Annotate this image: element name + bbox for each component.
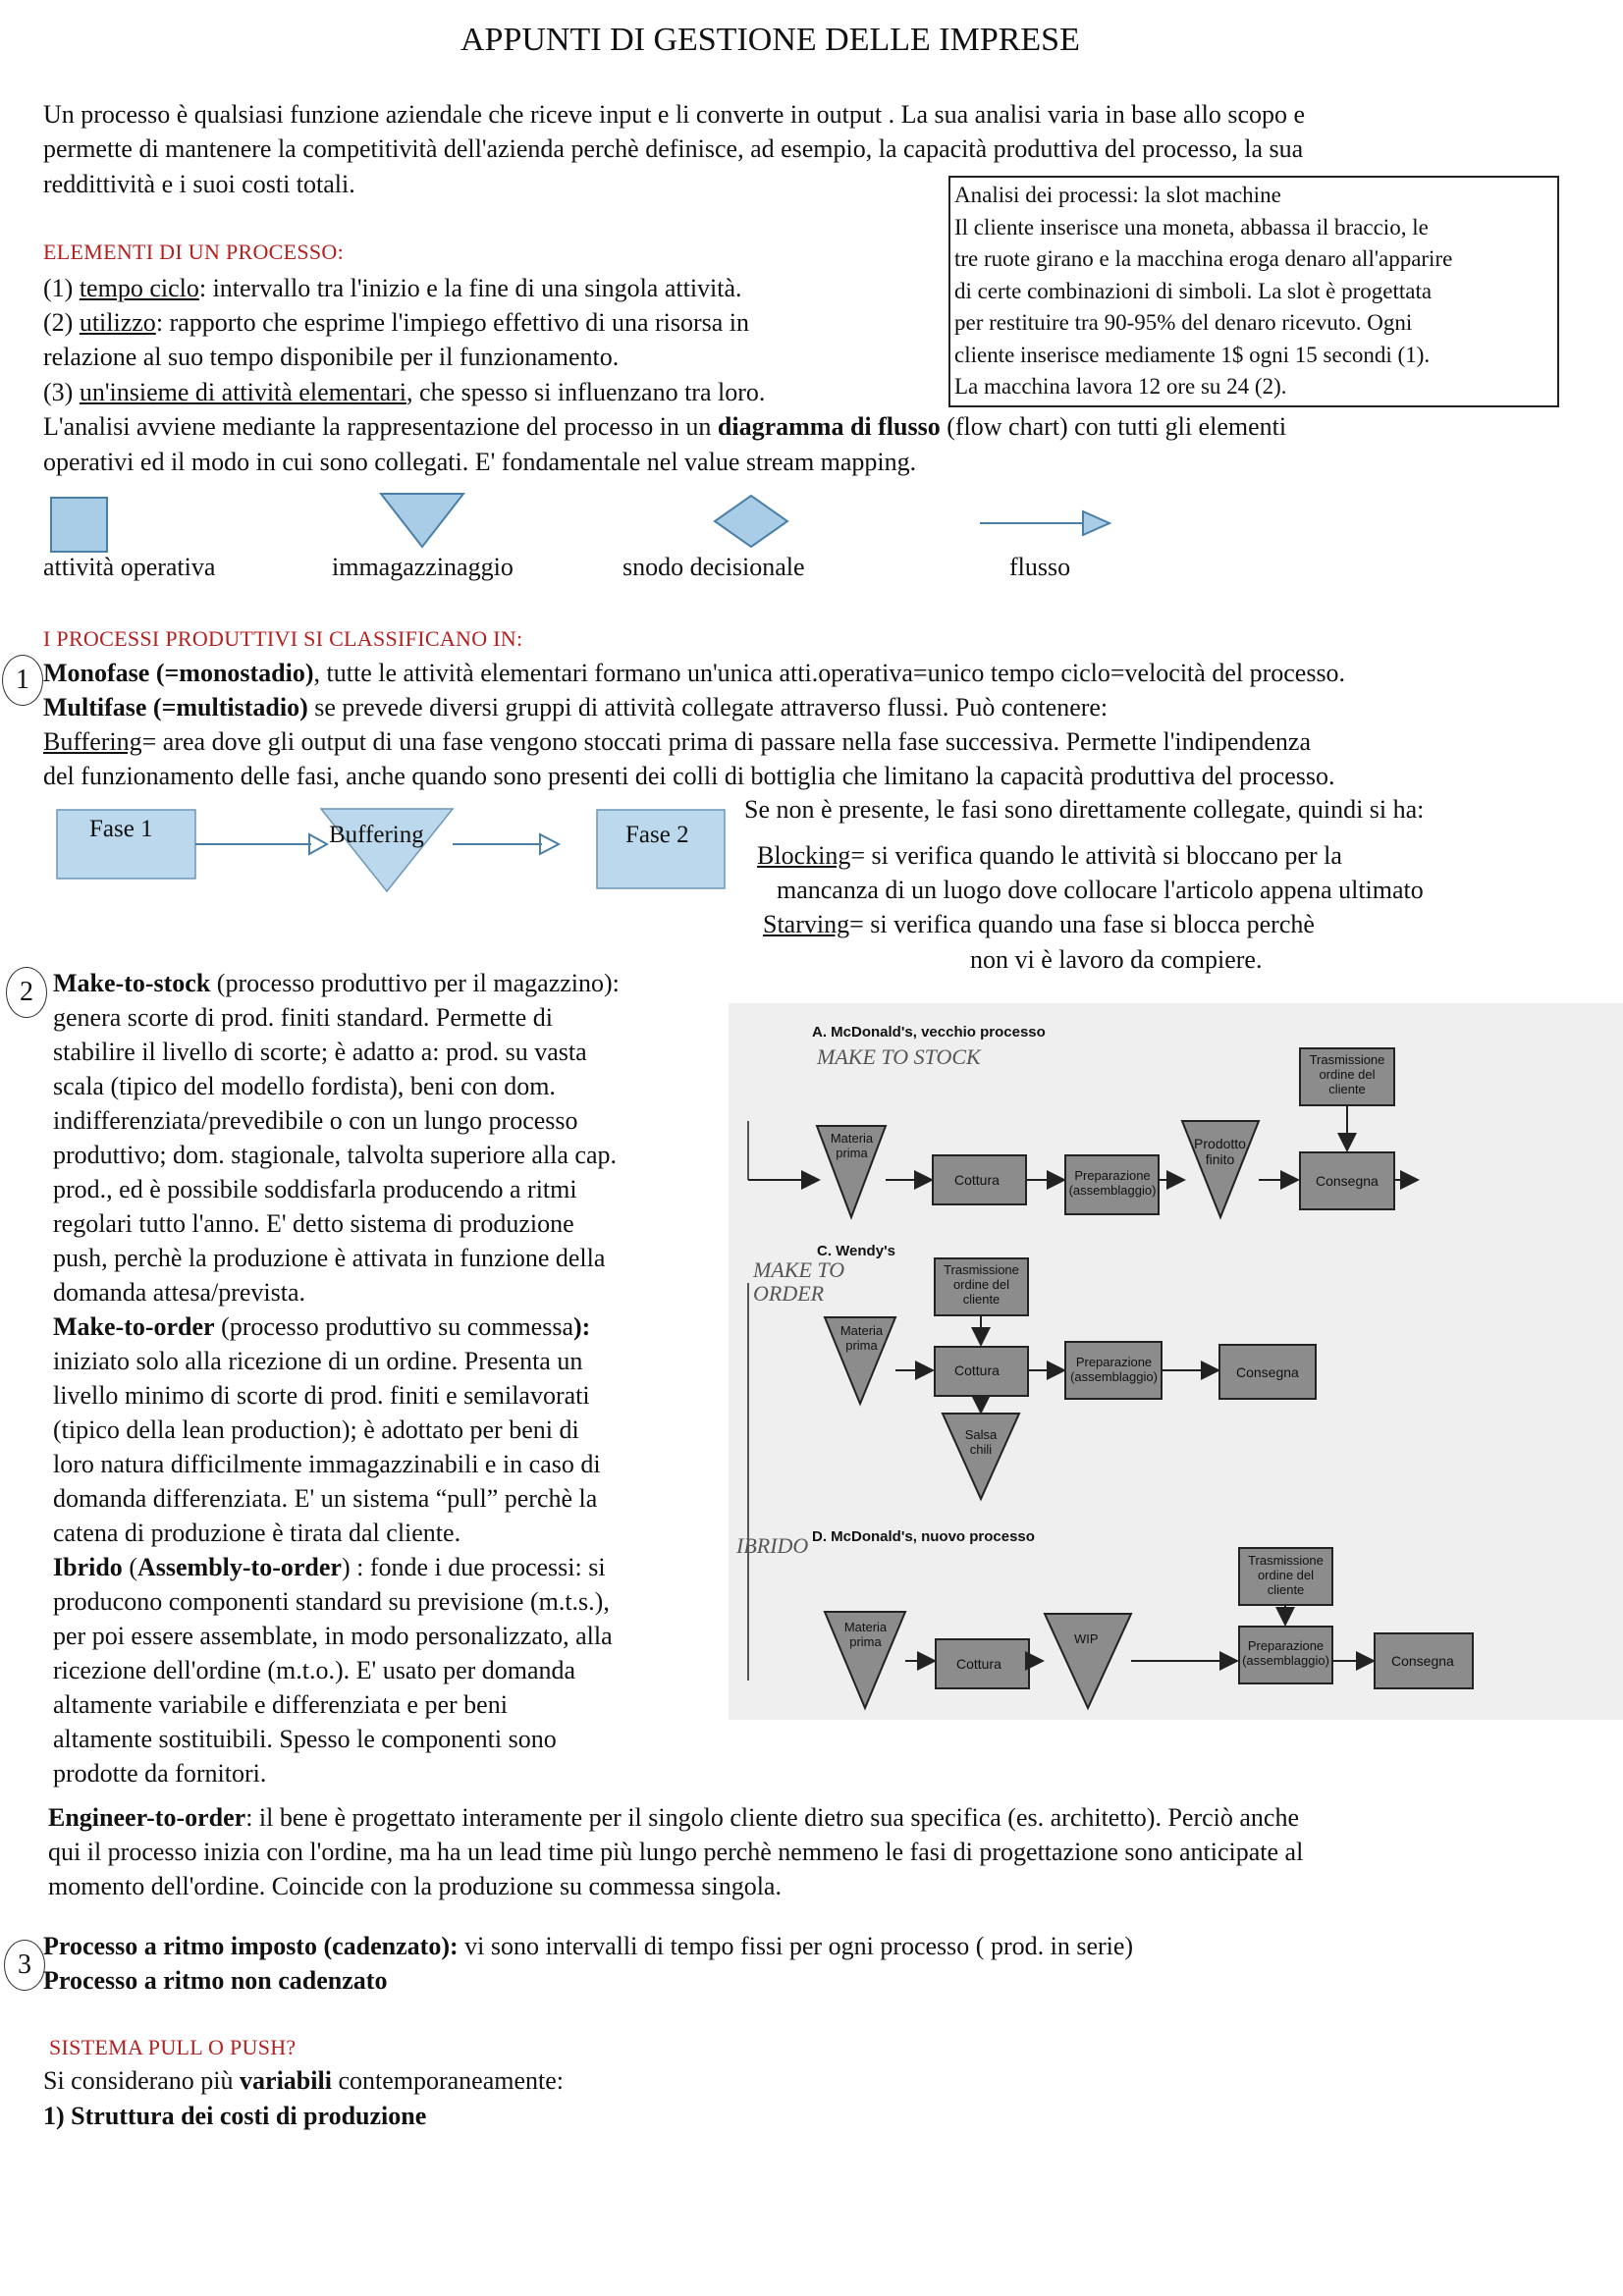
figure-c-handwritten: MAKE TO ORDER — [753, 1257, 845, 1306]
elementi-item-1: (1) tempo ciclo: intervallo tra l'inizio e la fine di una singola attività. — [43, 274, 742, 302]
mto-line: catena di produzione è tirata dal cliente. — [53, 1519, 461, 1547]
decision-diamond-icon — [715, 496, 787, 547]
analisi-line-1: L'analisi avviene mediante la rappresentazione del processo in un diagramma di flusso (flow chart) con tutti gli elementi — [43, 412, 1287, 441]
process-figure-svg — [729, 1003, 1623, 1720]
mts-line: genera scorte di prod. finiti standard. Permette di — [53, 1003, 554, 1032]
eto-line-3: momento dell'ordine. Coincide con la produzione su commessa singola. — [48, 1872, 782, 1900]
blocking-line: Blocking= si verifica quando le attività si bloccano per la — [757, 841, 1342, 870]
a-cottura-label: Cottura — [954, 1172, 1000, 1188]
symbol-label: snodo decisionale — [622, 553, 805, 581]
mto-line: iniziato solo alla ricezione di un ordine. Presenta un — [53, 1347, 583, 1375]
sidebox-line: per restituire tra 90-95% del denaro ricevuto. Ogni — [954, 310, 1413, 335]
pullpush-line-1: Si considerano più variabili contemporaneamente: — [43, 2066, 564, 2095]
a-consegna-label: Consegna — [1316, 1173, 1379, 1189]
starving-line-2: non vi è lavoro da compiere. — [970, 945, 1263, 974]
sidebox-line: cliente inserisce mediamente 1$ ogni 15 secondi (1). — [954, 342, 1431, 367]
figure-a-title: A. McDonald's, vecchio processo — [812, 1024, 1046, 1041]
phase-2-label: Fase 2 — [625, 822, 689, 848]
a-prep-label: Preparazione (assemblaggio) — [1068, 1168, 1157, 1198]
figure-c-title: C. Wendy's — [817, 1243, 895, 1259]
phase-buffer-diagram — [54, 805, 741, 895]
a-prodotto-label: Prodotto finito — [1194, 1136, 1246, 1167]
mts-line: push, perchè la produzione è attivata in funzione della — [53, 1244, 606, 1272]
section-number-3: 3 — [4, 1940, 45, 1991]
sidebox-line: di certe combinazioni di simboli. La slot è progettata — [954, 278, 1433, 303]
ritmo-imposto-line: Processo a ritmo imposto (cadenzato): vi sono intervalli di tempo fissi per ogni processo ( prod. in serie) — [43, 1932, 1134, 1960]
operative-activity-square-icon — [51, 498, 107, 552]
analisi-line-2: operativi ed il modo in cui sono collegati. E' fondamentale nel value stream mapping. — [43, 448, 917, 476]
elementi-item-3: (3) un'insieme di attività elementari, che spesso si influenzano tra loro. — [43, 378, 766, 406]
intro-line: reddittività e i suoi costi totali. — [43, 170, 355, 198]
figure-a-handwritten: MAKE TO STOCK — [817, 1044, 981, 1069]
mto-line: domanda differenziata. E' un sistema “pull” perchè la — [53, 1484, 598, 1513]
mts-heading: Make-to-stock (processo produttivo per il magazzino): — [53, 969, 620, 997]
c-salsa-label: Salsa chili — [964, 1427, 998, 1457]
d-consegna-label: Consegna — [1391, 1653, 1454, 1669]
ibrido-line: producono componenti standard su previsione (m.t.s.), — [53, 1587, 610, 1616]
section-heading-elementi: ELEMENTI DI UN PROCESSO: — [43, 240, 345, 264]
mto-line: loro natura difficilmente immagazzinabili e in caso di — [53, 1450, 601, 1478]
sidebox-line: Analisi dei processi: la slot machine — [954, 183, 1281, 207]
multifase-line: Multifase (=multistadio) se prevede diversi gruppi di attività collegate attraverso flussi. Può contenere: — [43, 693, 1109, 721]
d-trasm-label: Trasmissione ordine del cliente — [1248, 1553, 1324, 1597]
intro-line: permette di mantenere la competitività dell'azienda perchè definisce, ad esempio, la capacità produttiva del processo, la sua — [43, 134, 1304, 163]
a-materia-label: Materia prima — [830, 1131, 874, 1160]
elementi-item-2: (2) utilizzo: rapporto che esprime l'impiego effettivo di una risorsa in — [43, 308, 750, 337]
mto-line: livello minimo di scorte di prod. finiti e semilavorati — [53, 1381, 590, 1410]
ibrido-heading: Ibrido (Assembly-to-order) : fonde i due processi: si — [53, 1553, 606, 1581]
ibrido-line: altamente variabile e differenziata e per beni — [53, 1690, 508, 1719]
d-wip-triangle — [1045, 1614, 1131, 1708]
d-wip-label: WIP — [1074, 1631, 1099, 1646]
a-trasm-label: Trasmissione ordine del cliente — [1309, 1052, 1385, 1096]
c-cottura-label: Cottura — [954, 1362, 1000, 1378]
buffering-line: Buffering= area dove gli output di una fase vengono stoccati prima di passare nella fase successiva. Permette l'indipendenza — [43, 727, 1312, 756]
d-cottura-label: Cottura — [956, 1656, 1001, 1672]
mts-line: indifferenziata/prevedibile o con un lungo processo — [53, 1106, 578, 1135]
symbol-label: immagazzinaggio — [332, 553, 514, 581]
ritmo-non-cadenzato-line: Processo a ritmo non cadenzato — [43, 1966, 388, 1995]
eto-line-1: Engineer-to-order: il bene è progettato interamente per il singolo cliente dietro sua specifica (es. architetto). Perciò anche — [48, 1803, 1299, 1832]
storage-triangle-icon — [381, 494, 463, 547]
blocking-line-2: mancanza di un luogo dove collocare l'articolo appena ultimato — [777, 876, 1424, 904]
monofase-line: Monofase (=monostadio), tutte le attività elementari formano un'unica atti.operativa=unico tempo ciclo=velocità del processo. — [43, 659, 1346, 687]
mto-heading: Make-to-order (processo produttivo su commessa): — [53, 1312, 591, 1341]
mts-line: produttivo; dom. stagionale, talvolta superiore alla cap. — [53, 1141, 618, 1169]
section-number-2: 2 — [6, 967, 47, 1018]
mts-line: domanda attesa/prevista. — [53, 1278, 306, 1307]
pullpush-item-1: 1) Struttura dei costi di produzione — [43, 2102, 427, 2130]
section-heading-pullpush: SISTEMA PULL O PUSH? — [49, 2035, 297, 2059]
sidebox-line: Il cliente inserisce una moneta, abbassa il braccio, le — [954, 214, 1429, 240]
starving-line: Starving= si verifica quando una fase si blocca perchè — [763, 910, 1315, 938]
d-materia-label: Materia prima — [843, 1620, 888, 1649]
phase-1-label: Fase 1 — [89, 816, 153, 842]
buffering-line-2: del funzionamento delle fasi, anche quando sono presenti dei colli di bottiglia che limitano la capacità produttiva del processo. — [43, 762, 1335, 790]
figure-d-handwritten: IBRIDO — [736, 1533, 809, 1558]
mto-line: (tipico della lean production); è adottato per beni di — [53, 1415, 579, 1444]
figure-d-title: D. McDonald's, nuovo processo — [812, 1528, 1035, 1545]
page-title: APPUNTI DI GESTIONE DELLE IMPRESE — [460, 22, 1080, 58]
ibrido-line: ricezione dell'ordine (m.t.o.). E' usato per domanda — [53, 1656, 576, 1684]
mts-line: scala (tipico del modello fordista), beni con dom. — [53, 1072, 556, 1100]
c-trasm-label: Trasmissione ordine del cliente — [944, 1262, 1019, 1307]
process-comparison-figure — [729, 1003, 1623, 1720]
ibrido-line: altamente sostituibili. Spesso le componenti sono — [53, 1725, 557, 1753]
mts-line: regolari tutto l'anno. E' detto sistema di produzione — [53, 1209, 574, 1238]
elementi-item-2-cont: relazione al suo tempo disponibile per il funzionamento. — [43, 343, 620, 371]
ibrido-line: prodotte da fornitori. — [53, 1759, 267, 1788]
eto-line-2: qui il processo inizia con l'ordine, ma ha un lead time più lungo perchè nemmeno le fasi di progettazione sono anticipate al — [48, 1838, 1304, 1866]
c-prep-label: Preparazione (assemblaggio) — [1070, 1355, 1158, 1384]
section-number-1: 1 — [2, 655, 43, 706]
d-prep-label: Preparazione (assemblaggio) — [1242, 1638, 1329, 1668]
mts-line: prod., ed è possibile soddisfarla producendo a ritmi — [53, 1175, 577, 1203]
c-consegna-label: Consegna — [1236, 1364, 1299, 1380]
symbol-label: flusso — [1009, 553, 1071, 581]
mts-line: stabilire il livello di scorte; è adatto a: prod. su vasta — [53, 1038, 587, 1066]
sidebox-line: La macchina lavora 12 ore su 24 (2). — [954, 374, 1287, 399]
sidebox-line: tre ruote girano e la macchina eroga denaro all'apparire — [954, 246, 1453, 271]
c-materia-label: Materia prima — [839, 1323, 884, 1353]
senon-line: Se non è presente, le fasi sono direttamente collegate, quindi si ha: — [744, 795, 1425, 824]
ibrido-line: per poi essere assemblate, in modo personalizzato, alla — [53, 1622, 613, 1650]
buffering-label: Buffering — [329, 822, 424, 848]
symbol-label: attività operativa — [43, 553, 216, 581]
section-heading-classifica: I PROCESSI PRODUTTIVI SI CLASSIFICANO IN: — [43, 626, 523, 651]
slot-machine-box — [948, 176, 1559, 407]
intro-line: Un processo è qualsiasi funzione aziendale che riceve input e li converte in output . La sua analisi varia in base allo scopo e — [43, 100, 1306, 129]
